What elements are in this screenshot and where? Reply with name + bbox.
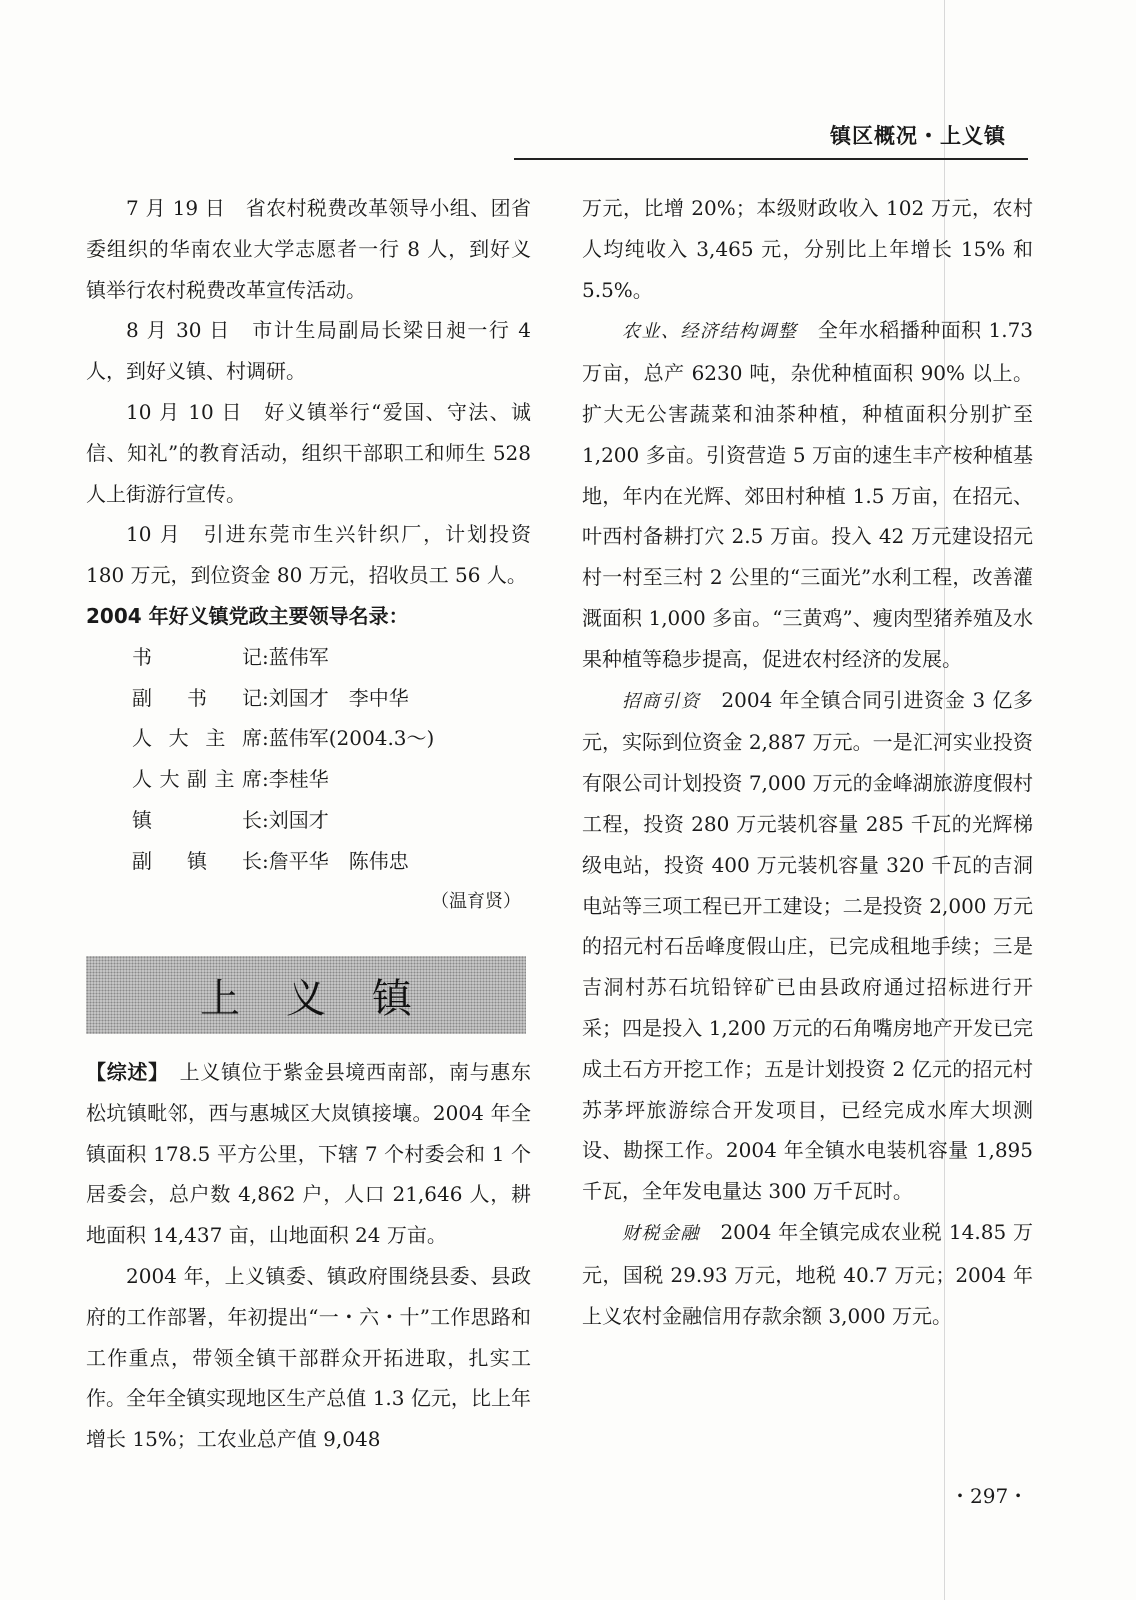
- roster-row: 镇长 : 刘国才: [132, 800, 531, 841]
- roster-row: 人大副主席 : 李桂华: [132, 759, 531, 800]
- roster-title: 副镇长: [132, 848, 262, 873]
- section-text: 2004 年全镇完成农业税 14.85 万元，国税 29.93 万元，地税 40.7 万元；2004 年上义农村金融信用存款余额 3,000 万元。: [582, 1219, 1034, 1328]
- section-heading: 财税金融: [622, 1222, 700, 1244]
- section-text: 2004 年全镇合同引进资金 3 亿多元，实际到位资金 2,887 万元。一是汇河实业投资有限公司计划投资 7,000 万元的金峰湖旅游度假村工程，投资 280 万元装机容量 285 千瓦的光辉梯级电站，投资 400 万元装机容量 320 千瓦的吉洞电站等三项工程已开工建设；二是投资 2,000 万元的招元村石岳峰度假山庄，已完成租地手续；三是吉洞村苏石坑铅锌矿已由县政府通过招标进行开采；四是投入 1,200 万元的石角嘴房地产开发已完成土石方开挖工作；五是计划投资 2 亿元的招元村苏茅坪旅游综合开发项目，已经完成水库大坝测设、勘探工作。2004 年全镇水电装机容量 1,895 千瓦，全年发电量达 300 万千瓦时。: [582, 687, 1033, 1204]
- roster-title: 人大主席: [132, 726, 262, 751]
- author-signature: （温育贤）: [431, 890, 521, 912]
- running-header: [514, 118, 1028, 160]
- roster-title: 人大副主席: [132, 767, 262, 792]
- summary-paragraph: [86, 1052, 531, 1256]
- header-title: 镇区概况・上义镇: [830, 124, 1006, 148]
- section-paragraph: [582, 1212, 1033, 1336]
- roster-row: 副书记 : 刘国才 李中华: [132, 678, 531, 719]
- leader-roster: [86, 637, 531, 882]
- section-heading: 招商引资: [622, 690, 701, 712]
- body-paragraph: 2004 年，上义镇委、镇政府围绕县委、县政府的工作部署，年初提出“一・六・十”工作思路和工作重点，带领全镇干部群众开拓进取，扎实工作。全年全镇实现地区生产总值 1.3 亿元，比上年增长 15%；工农业总产值 9,048: [86, 1263, 531, 1452]
- roster-title: 副书记: [132, 685, 262, 710]
- summary-text: 上义镇位于紫金县境西南部，南与惠东松坑镇毗邻，西与惠城区大岚镇接壤。2004 年全镇面积 178.5 平方公里，下辖 7 个村委会和 1 个居委会，总户数 4,862 户，人口 21,646 人，耕地面积 14,437 亩，山地面积 24 万亩。: [86, 1060, 532, 1248]
- section-banner: [86, 956, 526, 1034]
- section-title: 上义镇: [200, 975, 458, 1022]
- roster-names: 蓝伟军(2004.3～): [268, 726, 435, 751]
- roster-names: 刘国才 李中华: [268, 685, 409, 710]
- section-paragraph: [582, 310, 1033, 679]
- roster-names: 刘国才: [268, 807, 329, 832]
- roster-row: 副镇长 : 詹平华 陈伟忠: [132, 841, 531, 882]
- left-column-lower: [86, 1052, 531, 1460]
- event-paragraph: 7 月 19 日 省农村税费改革领导小组、团省委组织的华南农业大学志愿者一行 8 人，到好义镇举行农村税费改革宣传活动。: [86, 196, 531, 302]
- event-paragraph: 8 月 30 日 市计生局副局长梁日昶一行 4 人，到好义镇、村调研。: [86, 318, 531, 384]
- roster-row: 人大主席 : 蓝伟军(2004.3～): [132, 718, 531, 759]
- roster-title: 书记: [132, 644, 262, 669]
- continued-paragraph: 万元，比增 20%；本级财政收入 102 万元，农村人均纯收入 3,465 元，分别比上年增长 15% 和 5.5%。: [582, 196, 1033, 302]
- section-heading: 农业、经济结构调整: [622, 321, 798, 343]
- event-paragraph: 10 月 10 日 好义镇举行“爱国、守法、诚信、知礼”的教育活动，组织干部职工和师生 528 人上街游行宣传。: [86, 399, 531, 506]
- page-number: ・297・: [950, 1484, 1029, 1508]
- section-text: 全年水稻播种面积 1.73 万亩，总产 6230 吨，杂优种植面积 90% 以上。扩大无公害蔬菜和油茶种植，种植面积分别扩至 1,200 多亩。引资营造 5 万亩的速生丰产桉种植基地，年内在光辉、郊田村种植 1.5 万亩，在招元、叶西村备耕打穴 2.5 万亩。投入 42 万元建设招元村一村至三村 2 公里的“三面光”水利工程，改善灌溉面积 1,000 多亩。“三黄鸡”、瘦肉型猪养殖及水果种植等稳步提高，促进农村经济的发展。: [582, 318, 1034, 671]
- roster-heading: 2004 年好义镇党政主要领导名录：: [86, 603, 409, 628]
- left-column: [86, 188, 531, 922]
- event-paragraph: 10 月 引进东莞市生兴针织厂，计划投资 180 万元，到位资金 80 万元，招收员工 56 人。: [86, 522, 531, 588]
- roster-names: 蓝伟军: [268, 644, 329, 669]
- roster-names: 詹平华 陈伟忠: [268, 848, 409, 873]
- right-column: [582, 188, 1033, 1336]
- section-paragraph: [582, 680, 1033, 1212]
- roster-names: 李桂华: [268, 767, 329, 792]
- roster-row: 书记 : 蓝伟军: [132, 637, 531, 678]
- roster-title: 镇长: [132, 807, 262, 832]
- summary-label: 【综述】: [86, 1060, 159, 1084]
